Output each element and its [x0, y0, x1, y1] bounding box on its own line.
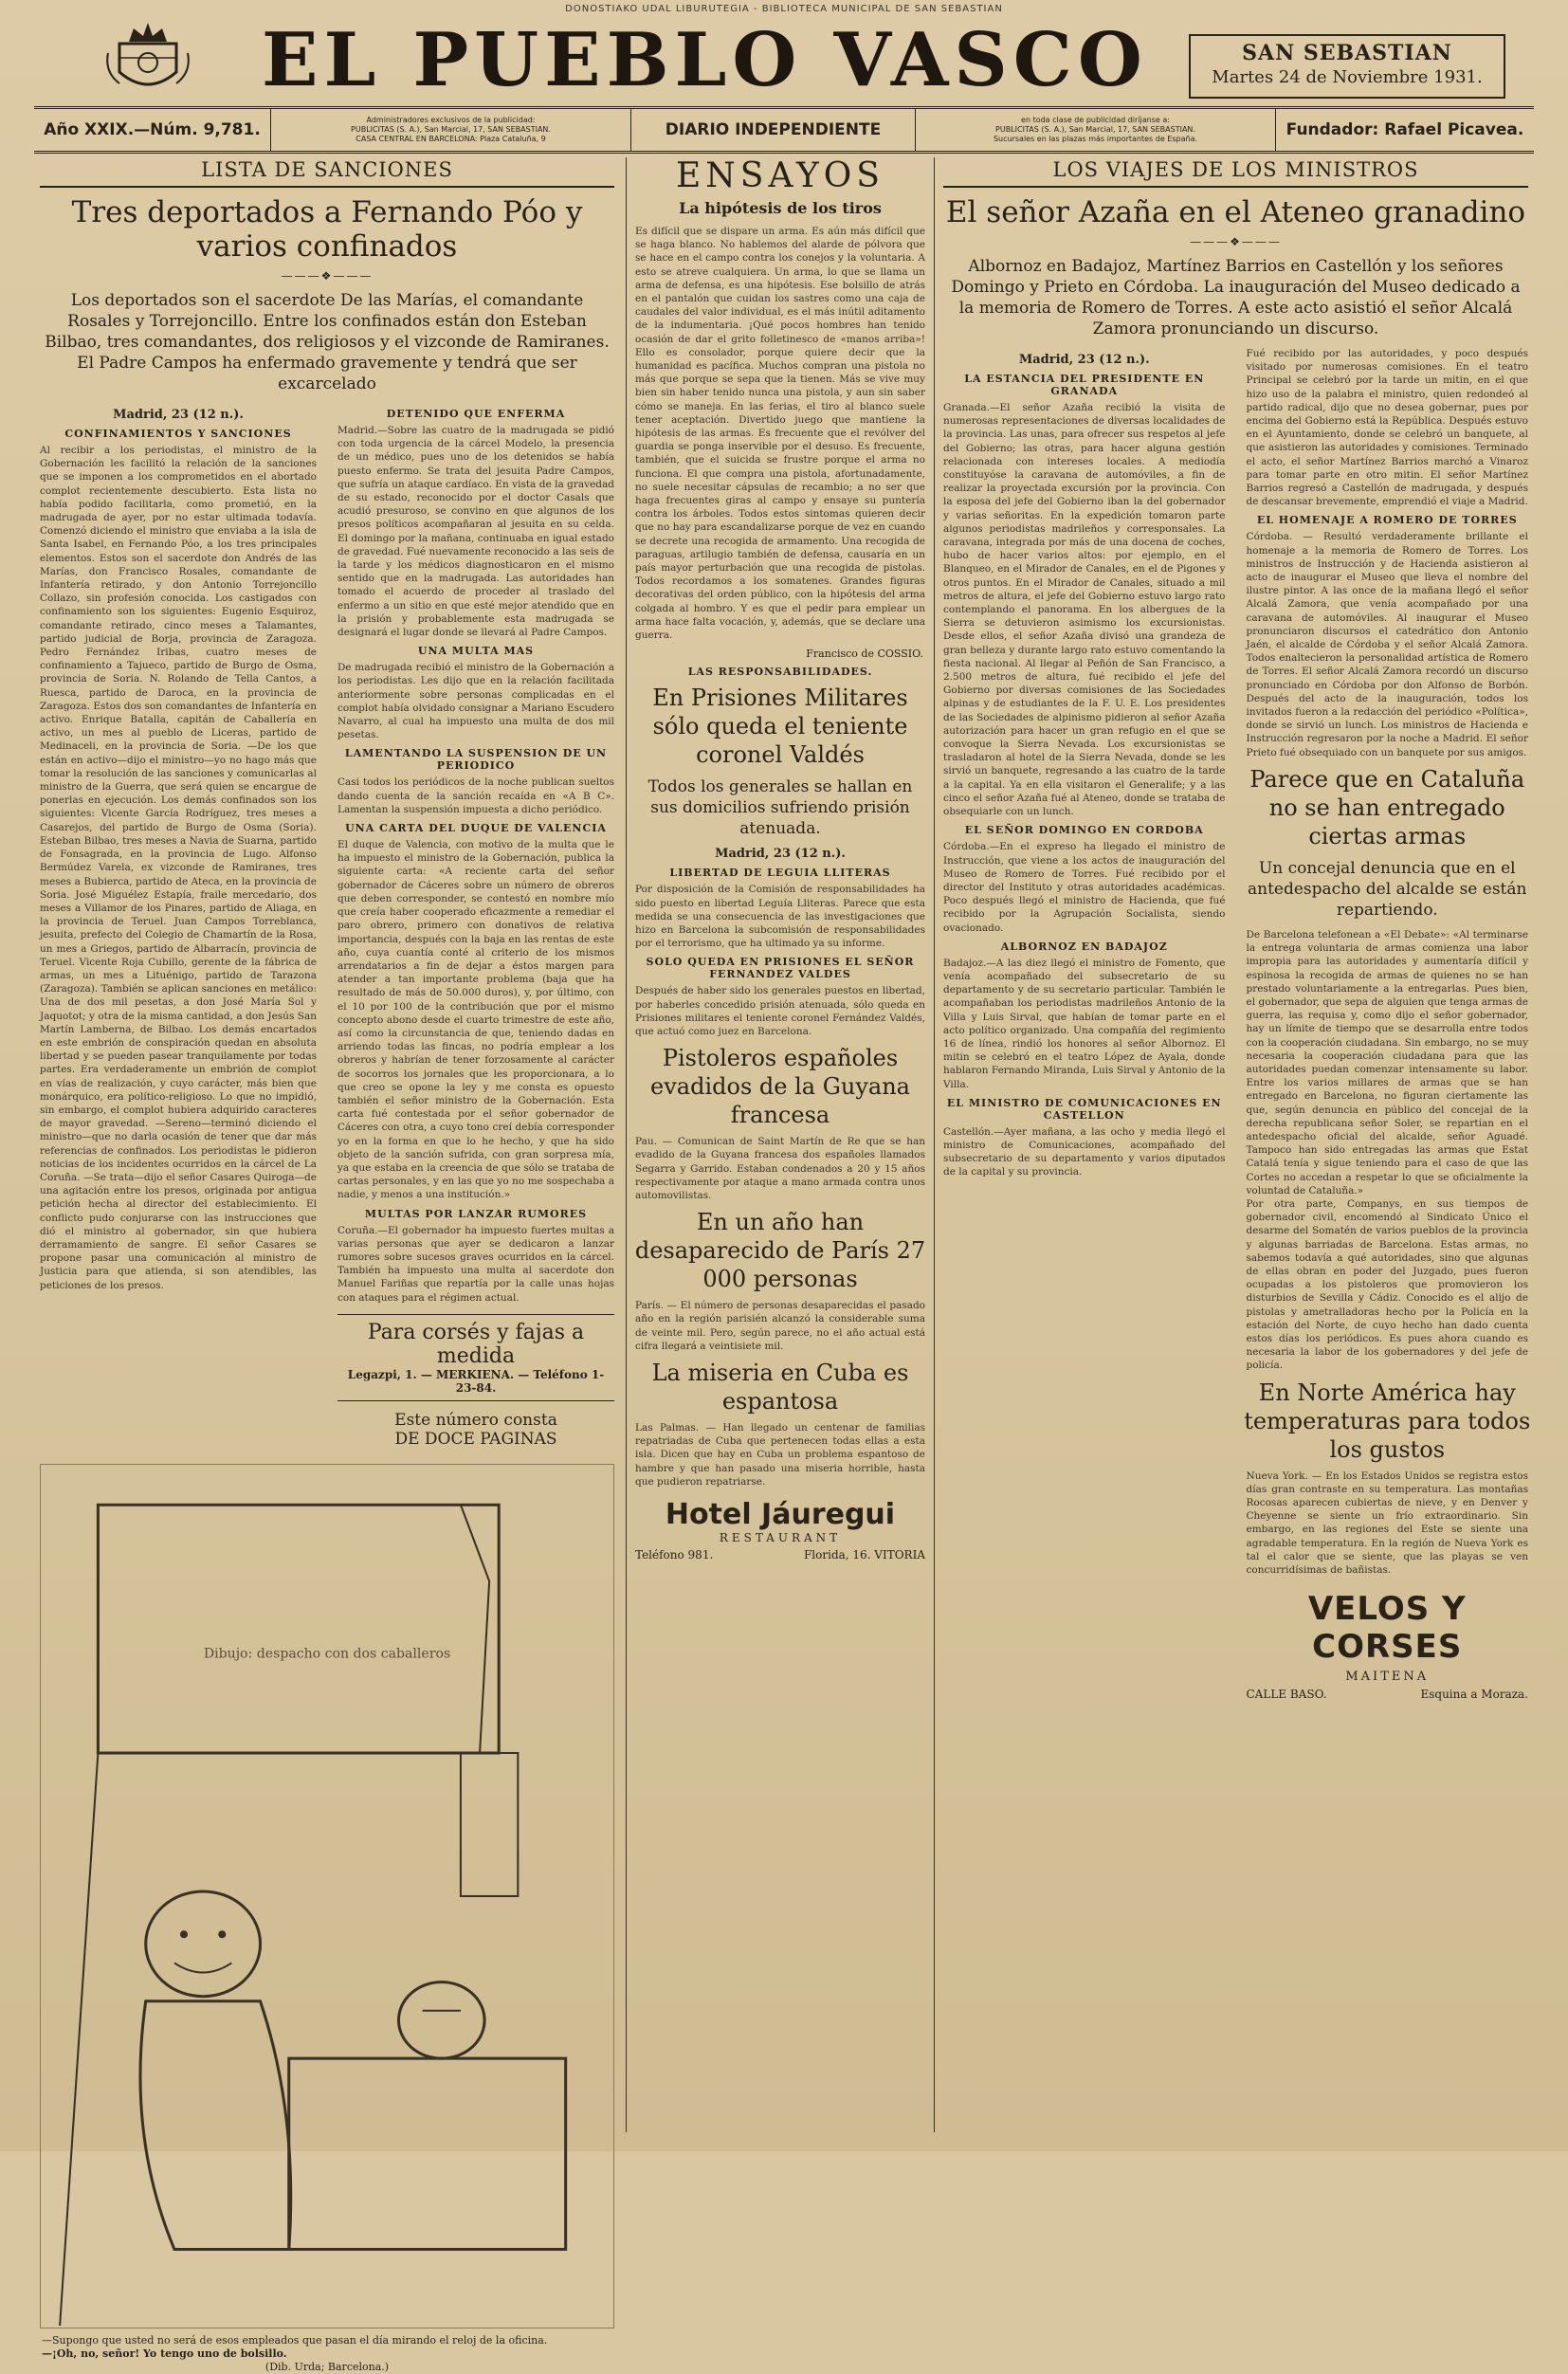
subhead: SOLO QUEDA EN PRISIONES EL SEÑOR FERNANDEZ VALDES: [646, 956, 915, 981]
subhead: LA ESTANCIA DEL PRESIDENTE EN GRANADA: [964, 373, 1205, 397]
article-text: Badajoz.—A las diez llegó el ministro de Fomento, que venía acompañado del subsecretario de su departamento y de su secretario particular. También le acompañaban los periodistas madrileños Antonio de la Villa y Luis Sirval, que habían de tomar parte en el acto político organizado. Una compañía del regimiento 16 de línea, rindió los honores al señor Albornoz. El mitin se celebró en el teatro López de Ayala, donde hablaron Fernando Miranda, Luis Sirval y Antonio de la Villa.: [943, 957, 1226, 1090]
article-text: Granada.—El señor Azaña recibió la visita de numerosas representaciones de diversas localidades de la provincia. Las unas, para ofrecer sus respetos al jefe del Gobierno; las otras, para hacer alguna gestión relacionada con intereses locales. A mediodía constituyóse la caravana de automóviles, a fin de realizar la proyectada excursión por la provincia. Con la esposa del jefe del Gobierno iban la del gobernador y varias señoritas. En la expedición tomaron parte algunos periodistas madrileños y corresponsales. La caravana, integrada por más de una docena de coches, hubo de hacer varios altos: por ejemplo, en el Blanqueo, en el Mirador de Canales, en el de Pigones y otros puntos. En el Mirador de Canales, situado a mil metros de altura, el jefe del Gobierno estuvo largo rato contemplando el panorama. En los albergues de la Sierra se detuvieron asimismo los excursionistas. Desde ellos, el señor Azaña divisó una grandeza de gran belleza y durante largo rato estuvo comentando la fiesta nacional. Al llegar al Peñón de San Francisco, a 2.500 metros de altura, fué recibido el jefe del Gobierno por diversas comisiones de las Sociedades alpinas y de estudiantes de la F. U. E. Los presidentes de las Sociedades de alpinismo pidieron al señor Azaña autorización para hacer un gran refugio en el que se convoque la Sierra Nevada. Los excursionistas se trasladaron al hotel de la Sierra Nevada, donde se les sirvió un banquete, regresando a las cuatro de la tarde a la capital. Ya en ella visitaron el Generalife; y a las cinco el señor Azaña fué al Ateneo, donde se trataba de obsequiarle con un lunch.: [943, 402, 1226, 818]
article-text: Nueva York. — En los Estados Unidos se registra estos días gran contraste en su temperatura. Las montañas Rocosas aparecen cubiertas de nieve, y en Denver y Cheyenne se siente un frío extraordinario. Sin embargo, en las regiones del Este se siente una agradable temperatura. En la región de Nueva York es tal el calor que se siente, que las playas se ven concurridísimas de bañistas.: [1246, 1470, 1528, 1577]
article-text: Madrid.—Sobre las cuatro de la madrugada se pidió con toda urgencia de la cárcel Modelo, la presencia de un médico, pues uno de los detenidos se había puesto enfermo. Se trata del jesuita Padre Campos, que sufría un ataque cardíaco. En vista de la gravedad de su estado, reconocido por el doctor Casals que acudió presuroso, se convino en que algunos de los presos políticos acompañaran al jesuita en su celda. El domingo por la mañana, continuaba en igual estado de gravedad. Fué nuevamente reconocido a las seis de la tarde y los médicos diagnosticaron en el mismo sentido que en la madrugada. Las autoridades han tomado el acuerdo de proceder al traslado del enfermo a un sitio en que esté mejor atendido que en la prisión y probablemente esta madrugada se designará el lugar donde se llevará al Padre Campos.: [337, 425, 614, 639]
headline-pistoleros: Pistoleros españoles evadidos de la Guyana francesa: [650, 1045, 910, 1129]
subhead: EL SEÑOR DOMINGO EN CORDOBA: [964, 824, 1204, 837]
viajes-subcolumn-right: [1241, 347, 1535, 1705]
headline-cataluna-armas: Parece que en Cataluña no se han entregado ciertas armas: [1249, 765, 1525, 849]
article-text: Córdoba. — Resultó verdaderamente brillante el homenaje a la memoria de Romero de Torres. Los ministros de Instrucción y de Hacienda asistieron al acto de inaugurar el Museo que lleva el nombre del ilustre pintor. A las once de la mañana llegó el señor Alcalá Zamora, que venía acompañado por una caravana de automóviles. Al inaugurar el Museo pronunciaron discursos el catedrático don Antonio Jaén, el alcalde de Córdoba y el señor Alcalá Zamora. Todos enaltecieron la personalidad artística de Romero de Torres. El señor Alcalá Zamora recordó un discurso pronunciado en Córdoba por don Alfonso de Borbón. Después del acto de la inauguración, todos los invitados fueron a la redacción del periódico «Política», donde se sirvió un lunch. Los ministros de Hacienda e Instrucción regresaron por la noche a Madrid. El señor Prieto fué obsequiado con un banquete por sus amigos.: [1246, 531, 1528, 758]
masthead: [34, 13, 1534, 103]
publicity-left-line: PUBLICITAS (S. A.), San Marcial, 17, SAN SEBASTIAN.: [351, 125, 551, 134]
publicity-left-line: Administradores exclusivos de la publicidad:: [366, 116, 536, 124]
founder: Fundador: Rafael Picavea.: [1285, 120, 1524, 139]
subhead: CONFINAMIENTOS Y SANCIONES: [64, 428, 292, 440]
cartoon-credit: (Dib. Urda; Barcelona.): [264, 2360, 390, 2373]
headline-azana-ateneo: El señor Azaña en el Ateneo granadino: [945, 195, 1526, 229]
column-rule: [626, 157, 627, 2132]
publicity-right-line: PUBLICITAS (S. A.), San Marcial, 17, SAN SEBASTIAN.: [995, 125, 1195, 134]
ad-velos-corses-title: VELOS Y CORSES: [1307, 1590, 1467, 1667]
ad-velos-corses-name: MAITENA: [1345, 1670, 1430, 1685]
publicity-right-line: en toda clase de publicidad diríjanse a:: [1021, 116, 1170, 124]
hotel-address: Florida, 16. VITORIA: [803, 1547, 925, 1561]
info-bar: [34, 106, 1534, 154]
cartoon-illustration: [40, 1464, 614, 2328]
headline-deportados: Tres deportados a Fernando Póo y varios confinados: [71, 195, 583, 264]
deck-deportados: Los deportados son el sacerdote De las Marías, el comandante Rosales y Torrejoncillo. Entre los confinados están don Esteban Bilbao, tres comandantes, dos religiosos y el vizconde de Ramiranes. El Padre Campos ha enfermado gravemente y tendrá que ser excarcelado: [45, 291, 610, 393]
article-text: Es difícil que se dispare un arma. Es aún más difícil que se haga blanco. No hablemos del alarde de pólvora que se hace en el campo contra los conejos y la voluntaria. A esto se atreve cualquiera. Un arma, lo que se llama un arma de defensa, es una hipótesis. Ese bolsillo de atrás en el pantalón que cuidan los sastres como una caja de caudales del valor individual, es el más inútil aditamento de la indumentaria. ¡Qué pocos hombres han tenido ocasión de dar el grito folletinesco de «manos arriba»! Ello es consolador, porque quiere decir que la humanidad es pacífica. Muchos compran una pistola no más que porque se sepa que la tienen. Más se vive muy bien sin haber tenido nunca una pistola, y aun sin saber cómo se maneja. En las ferias, el tiro al blanco suele tener aceptación. Divertido juego que mantiene la hipótesis de las armas. Es frecuente que el revólver del guardia se ponga inservible por el desuso. Es frecuente, también, que el suicida se frustre porque el arma no funciona. El que compra una pistola, afortunadamente, no suele necesitar cápsulas de recambio; a no ser que haga frecuentes giras al campo y ensaye su puntería contra los árboles. Todos estos sintomas quieren decir que no hay para escandalizarse porque de vez en cuando se decrete una recogida de armamento. Una recogida de paraguas, artilugio también de defensa, causaría en un país mayor perturbación que una recogida de pistolas. Todos recordamos a los somatenes. Grandes figuras decorativas del orden público, con la hipótesis del arma colgada al hombro. Y es que el pedir para emplear un arma hace falta vocación, y, además, que se declare una guerra.: [635, 226, 925, 642]
publicity-left: [271, 109, 631, 151]
section-lista-sanciones: LISTA DE SANCIONES: [40, 157, 614, 188]
column-viajes-ministros: [938, 157, 1534, 2132]
article-text: París. — El número de personas desaparecidas el pasado año en la región parisién alcanzó la considerable suma de veinte mil. Pero, según parece, no el año actual está cifra llegará a veintisiete mil.: [635, 1300, 925, 1352]
ad-corner: Esquina a Moraza.: [1420, 1688, 1528, 1702]
hotel-ad-title: Hotel Jáuregui: [665, 1497, 896, 1531]
article-text: El duque de Valencia, con motivo de la multa que le ha impuesto el ministro de la Gobernación, publica la siguiente carta: «A reciente carta del señor gobernador de Cáceres sobre un número de obreros que deben corresponder, se contestó en nombre mío que creía haber cooperado eficazmente a remediar el paro obrero, primero con donativos de relativa importancia, después con la baja en las rentas de este año, cuya cuantía conté al criterio de los mismos arrendatarios a fin de dejar a éstos margen para atender a tan importante problema (baja que ha resultado de más de 50.000 duros), y, por último, con el 10 por 100 de la contribución que por el mismo concepto abono desde el cuarto trimestre de este año, así como la circunstancia de que, teniendo dadas en arriendo todas las fincas, no podría emplear a los obreros y habrían de tener forzosamente al carácter de socorros los jornales que les proporcionara, a lo que creo se opone la ley y me consta es opuesto también el señor ministro de la Gobernación. Esta carta fué contestada por el señor gobernador de Cáceres con otra, a cuyo tono creí debía corresponder yo en la forma en que lo he hecho, y que ha sido objeto de la sanción sufrida, con gran sorpresa mía, ya que estaba en la creencia de que sólo se trataba de cartas personales, y en las que yo no me sospechaba a nadie, y menos a una institución.»: [337, 839, 614, 1201]
newspaper-title: EL PUEBLO VASCO: [262, 17, 1148, 103]
article-text: Al recibir a los periodistas, el ministro de la Gobernación les facilitó la relación de la sanciones que se imponen a los comprometidos en el abortado complot recientemente descubierto. Esta lista no había podido facilitarla, como prometió, en la madrugada de ayer, por no estar ultimada todavía. Comenzó diciendo el ministro que enviaba a la isla de Santa Isabel, en Fernando Póo, a los tres principales elementos. Estos son el sacerdote don Andrés de las Marías, don Francisco Rosales, comandante de Infantería retirado, y don Antonio Torrejoncillo Collazo, sin profesión conocida. Los castigados con confinamiento son los siguientes: Eugenio Esquiroz, comandante retirado, cinco meses a Talamantes, partido judicial de Borja, provincia de Zaragoza. Pedro Fernández Iribas, cuatro meses de confinamiento a Tajueco, partido de Burgo de Osma, provincia de Soria. N. Rolando de Tella Cantos, a Ruesca, partido de Daroca, en la provincia de Zaragoza. Estos dos son comandantes de Infantería en activo. Enrique Batalla, capitán de Caballería en activo, un mes al pueblo de Liceras, partido de Medinaceli, en la provincia de Soria. —De los que están en activo—dijo el ministro—yo no hago más que tomar la resolución de las sanciones y comunicarlas al ministro de la Guerra, que será quien se encargue de ponerlas en ejecución. Los demás confinados son los siguientes: Vicente García Rodríguez, tres meses a Casarejos, del partido de Burgo de Osma (Soria). Esteban Bilbao, tres meses a Navia de Suarna, partido de Fonsagrada, en la provincia de Lugo. Alfonso Bermúdez Varela, ex vizconde de Ramiranes, tres meses a Bubierca, partido de Ateca, en la provincia de Soria. José Miguélez Estapía, fraile mercedario, dos meses a Villamor de los Pinares, partido de Aliaga, en la provincia de Teruel. Juan Campos Torreblanca, jesuita, prefecto del Colegio de Chamartín de la Rosa, un mes a Griegos, partido de Albarracín, provincia de Teruel. Vicente Roja Cubillo, gerente de la fábrica de armas, un mes a Lituénigo, partido de Tarazona (Zaragoza). También se aplican sanciones en metálico: Una de dos mil pesetas, a don José María Sol y Jaquotot; y otra de la misma cantidad, a don Jesús San Martín Lamberna, de Bilbao. Los demás encartados en este embrión de conspiración quedan en absoluta libertad y se pueden pasear tranquilamente por todas partes. Era verdaderamente un embrión de complot en vías de realización, y cuyo carácter, más bien que monárquico, era político-religioso. Lo que no impidió, sin embargo, el complot hubiera adquirido caracteres de mayor gravedad. —Sereno—terminó diciendo el ministro—que no darla ocasión de tener que dar más referencias de confinados. Los periodistas le pidieron noticias de los incidentes ocurridos en la cárcel de La Coruña. —Se trata—dijo el señor Casares Quiroga—de una agitación entre los presos, originada por antigua petición hecha al director del establecimiento. El conflicto pudo conjurarse con las instrucciones que dió el ministro al gobernador, sin que hubiera derramamiento de sangre. El señor Casares se propone pasar una comunicación al ministro de Justicia para que atienda, si son atendibles, las peticiones de los presos.: [40, 445, 317, 1291]
subhead: LAS RESPONSABILIDADES.: [687, 666, 873, 679]
diario-independiente: DIARIO INDEPENDIENTE: [631, 109, 916, 151]
subhead: MULTAS POR LANZAR RUMORES: [364, 1207, 588, 1220]
article-text: Casi todos los periódicos de la noche publican sueltos dando cuenta de la sanción recaída en «A B C». Lamentan la suspensión impuesta a dicho periódico.: [337, 776, 614, 815]
hotel-ad-restaurant: RESTAURANT: [719, 1530, 842, 1544]
headline-norte-america: En Norte América hay temperaturas para todos los gustos: [1244, 1379, 1531, 1463]
sanciones-body: [34, 402, 620, 1449]
viajes-body: [938, 347, 1534, 1705]
hotel-phone: Teléfono 981.: [635, 1547, 714, 1561]
deck-cataluna: Un concejal denuncia que en el antedespacho del alcalde se están repartiendo.: [1248, 858, 1527, 920]
ad-corses-title: Para corsés y fajas a medida: [367, 1320, 585, 1368]
place-date-box: [1189, 34, 1505, 99]
sanciones-subcolumn-right: [332, 402, 620, 1449]
article-text: De madrugada recibió el ministro de la Gobernación a los periodistas. Les dijo que en la relación facilitada anteriormente sobre personas complicadas en el complot había olvidado consignar a Mariano Escudero Navarro, al cual ha impuesto una multa de dos mil pesetas.: [337, 662, 614, 741]
ad-corses: [337, 1314, 614, 1401]
subhead: LIBERTAD DE LEGUIA LLITERAS: [669, 867, 891, 880]
headline-prisiones: En Prisiones Militares sólo queda el teniente coronel Valdés: [652, 685, 908, 769]
ad-corses-address: Legazpi, 1. — MERKIENA. — Teléfono 1-23-84.: [347, 1367, 605, 1395]
dateline: Madrid, 23 (12 n.).: [113, 408, 244, 422]
article-text: Las Palmas. — Han llegado un centenar de familias repatriadas de Cuba que pertenecen todas ellas a esta isla. Dicen que hay en Cuba un problema espantoso de hambre y que han pasado una miseria horrible, hasta que pudieron repatriarse.: [635, 1421, 925, 1488]
headline-paris: En un año han desaparecido de París 27 000 personas: [634, 1209, 926, 1293]
caption-line: —Supongo que usted no será de esos empleados que pasan el día mirando el reloj de la oficina.: [42, 2333, 548, 2347]
article-text: Córdoba.—En el expreso ha llegado el ministro de Instrucción, que viene a los actos de inauguración del Museo de Romero de Torres. Fué recibido por el director del Instituto y otras autoridades académicas. Poco después llegó el ministro de Hacienda, que fué recibido por la Agrupación Socialista, siendo ovacionado.: [943, 841, 1226, 934]
coat-of-arms-icon: [100, 15, 195, 99]
viajes-subcolumn-left: [938, 347, 1231, 1705]
deck-prisiones: Todos los generales se hallan en sus domicilios sufriendo prisión atenuada.: [647, 777, 913, 839]
article-text: Castellón.—Ayer mañana, a las ocho y media llegó el ministro de Comunicaciones, acompañado del subsecretario de su departamento y varios diputados de la capital y su provincia.: [943, 1125, 1226, 1178]
notice-line: DE DOCE PAGINAS: [394, 1429, 557, 1449]
ensayos-title: ENSAYOS: [676, 156, 884, 195]
publicity-left-line: CASA CENTRAL EN BARCELONA: Plaza Cataluña, 9: [356, 135, 546, 143]
article-text: Por otra parte, Companys, en sus tiempos de gobernador civil, encomendó al Sindicato Único el desarme del Somatén de varios pueblos de la provincia y algunas barriadas de Barcelona. Estas armas, no sabemos todavía a qué autoridades, sino que algunas de ellas obran en poder del Juzgado, pues fueron ocupadas a los pistoleros que promovieron los disturbios de Sevilla y Cádiz. Conocido es el alijo de pistolas y ametralladoras hecho por la Policía en la estación del Norte, de cuyo hecho han dado cuenta estos días los periódicos. Es pues ahora cuando es necesaria la labor de los gobernadores y del jefe de policía.: [1246, 1197, 1528, 1372]
page-count-notice: [332, 1411, 620, 1449]
publicity-right-line: Sucursales en las plazas más importantes de España.: [993, 135, 1198, 143]
ad-velos-corses-address: [1247, 1688, 1529, 1701]
article-text: Después de haber sido los generales puestos en libertad, por haberles concedido prisión atenuada, sólo queda en Prisiones militares el teniente coronel Fernández Valdés, que actuó como juez en Barcelona.: [635, 985, 925, 1037]
sanciones-subcolumn-left: [34, 402, 322, 1449]
subhead: DETENIDO QUE ENFERMA: [386, 408, 566, 420]
hotel-ad-info: [635, 1548, 925, 1561]
cartoon-caption: [42, 2334, 612, 2374]
column-rule: [934, 157, 935, 2132]
subhead: UNA MULTA MAS: [417, 645, 535, 658]
headline-cuba: La miseria en Cuba es espantosa: [651, 1359, 909, 1415]
subhead: EL MINISTRO DE COMUNICACIONES EN CASTELLON: [946, 1096, 1222, 1122]
column-sanciones: [34, 157, 620, 2373]
ad-street: CALLE BASO.: [1246, 1688, 1327, 1702]
city-name: SAN SEBASTIAN: [1242, 41, 1452, 65]
section-viajes-ministros: LOS VIAJES DE LOS MINISTROS: [943, 157, 1528, 188]
publicity-right: [916, 109, 1276, 151]
subhead: LAMENTANDO LA SUSPENSION DE UN PERIODICO: [344, 747, 608, 773]
article-text: De Barcelona telefonean a «El Debate»: «Al terminarse la entrega voluntaria de armas comienza una labor impropia para las autoridades y aumentaría difícil y espinosa la recogida de armas de quienes no se han prestado voluntariamente a la entregarlas. Pues bien, el gobernador, que sepa de alguien que tenga armas de guerra, las requisa y, como dijo el señor gobernador, hay un límite de tiempo que se desarrolla entre todos con la cooperación ciudadana. Sin embargo, no se muy necesaria la cooperación ciudadana para que las autoridades puedan comenzar intensamente su labor. Entre los varios millares de armas que se han entregado en Barcelona, no figuran ciertamente las que, según denuncia en público del concejal de la derecha republicana señor Soler, se repartían en el antedespacho oficial del alcalde, señor Aguadé. Tampoco han sido entregadas las armas que Estat Catalá tenía y sigue teniendo para el caso de que las Cortes no accedan a respetar lo que se oficialmente la voluntad de Cataluña.»: [1246, 928, 1528, 1196]
notice-line: Este número consta: [394, 1410, 557, 1430]
ornament-divider: ———❖———: [1190, 235, 1282, 248]
caption-line: —¡Oh, no, señor! Yo tengo uno de bolsillo.: [42, 2347, 287, 2360]
article-text: Pau. — Comunican de Saint Martín de Re que se han evadido de la Guyana francesa dos españoles llamados Segarra y Garrido. Estaban condenados a 20 y 15 años respectivamente por ataque a mano armada contra unos automovilistas.: [635, 1136, 925, 1201]
column-ensayos: [629, 157, 931, 2132]
subhead: ALBORNOZ EN BADAJOZ: [1000, 940, 1168, 953]
cartoon-label: Dibujo: despacho con dos caballeros: [203, 1646, 451, 1662]
article-text: Fué recibido por las autoridades, y poco después visitado por numerosas comisiones. En el teatro Principal se celebró por la tarde un mitin, en el que hizo uso de la palabra el ministro, quien redondeó al partido radical, dijo que no desea gobernar, pues por encima del Gobierno está la República. Después estuvo en el Ayuntamiento, donde se celebró un banquete, al que asistieron las autoridades y comisiones. Terminado el acto, el señor Martínez Barrios marchó a Vinaroz para tomar parte en otro mitin. El señor Martínez Barrios regresó a Castellón de madrugada, y después de descansar brevemente, emprendió el viaje a Madrid.: [1246, 348, 1528, 508]
issue-number: Año XXIX.—Núm. 9,781.: [34, 109, 271, 151]
ensayos-subtitle: La hipótesis de los tiros: [679, 199, 882, 217]
deck-azana: Albornoz en Badajoz, Martínez Barrios en Castellón y los señores Domingo y Prieto en Córdoba. La inauguración del Museo dedicado a la memoria de Romero de Torres. A este acto asistió el señor Alcalá Zamora pronunciando un discurso.: [951, 257, 1521, 338]
cartoon-drawing: [41, 1465, 613, 2328]
dateline: Madrid, 23 (12 n.).: [715, 847, 846, 862]
library-stamp: DONOSTIAKO UDAL LIBURUTEGIA - BIBLIOTECA MUNICIPAL DE SAN SEBASTIAN: [565, 4, 1003, 14]
author-signature: Francisco de COSSIO.: [806, 648, 923, 661]
ornament-divider: ———❖———: [281, 269, 374, 283]
subhead: EL HOMENAJE A ROMERO DE TORRES: [1256, 514, 1518, 527]
article-text: Por disposición de la Comisión de responsabilidades ha sido puesto en libertad Leguía Lliteras. Parece que esta medida se una consecuencia de las investigaciones que hizo en Barcelona la subcomisión de responsabilidades por el terrorismo, que ha ultimado ya su informe.: [635, 884, 925, 950]
article-text: Coruña.—El gobernador ha impuesto fuertes multas a varias personas que ayer se dedicaron a lanzar rumores sobre sucesos graves ocurridos en la cárcel. También ha impuesto una multa al sacerdote don Manuel Fariñas que repartía por la calle unas hojas con ataques para el régimen actual.: [337, 1224, 614, 1304]
dateline: Madrid, 23 (12 n.).: [1018, 353, 1150, 367]
issue-date: Martes 24 de Noviembre 1931.: [1212, 67, 1483, 87]
subhead: UNA CARTA DEL DUQUE DE VALENCIA: [345, 822, 607, 835]
